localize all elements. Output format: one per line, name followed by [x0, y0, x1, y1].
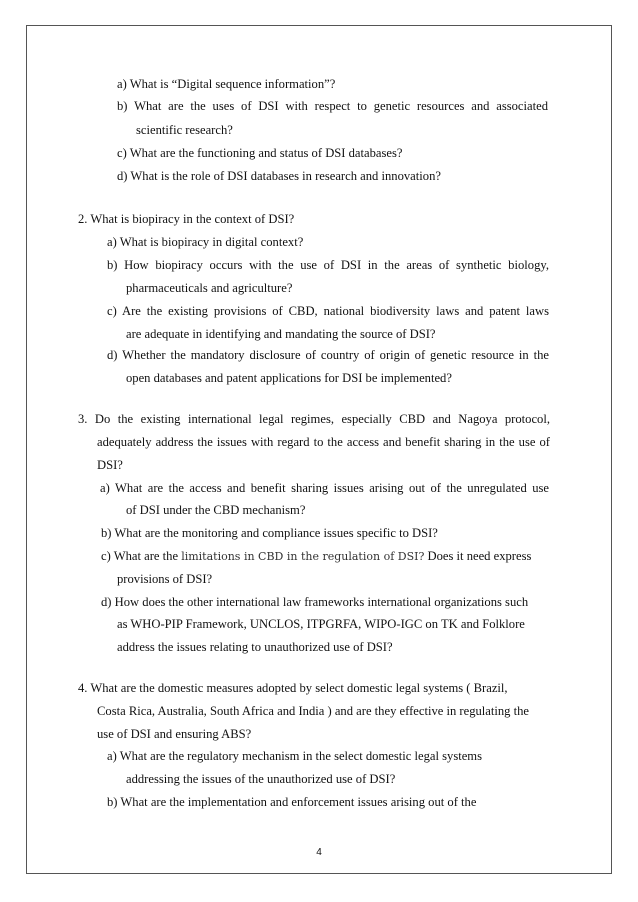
q2-item-b-line1: b) How biopiracy occurs with the use of DSI in the areas of synthetic biology, — [107, 258, 549, 272]
q4-heading-line2: Costa Rica, Australia, South Africa and India ) and are they effective in regulating the — [97, 704, 530, 718]
page-number: 4 — [316, 847, 322, 858]
q1-item-a: a) What is “Digital sequence information”? — [117, 77, 336, 91]
q1-item-b-line1: b) What are the uses of DSI with respect to genetic resources and associated — [117, 99, 548, 113]
q2-item-d-line1: d) Whether the mandatory disclosure of country of origin of genetic resource in the — [107, 348, 549, 362]
q1-item-b-line2: scientific research? — [136, 123, 233, 137]
q3-item-d-line1: d) How does the other international law frameworks international organizations such — [101, 595, 529, 609]
q3-item-c-line2: provisions of DSI? — [117, 572, 213, 586]
q1-item-d: d) What is the role of DSI databases in research and innovation? — [117, 169, 441, 183]
q3-item-c-line1 — [101, 548, 531, 565]
q4-item-a-line1: a) What are the regulatory mechanism in the select domestic legal systems — [107, 749, 483, 763]
q1-item-c: c) What are the functioning and status of DSI databases? — [117, 146, 403, 160]
q3-item-b: b) What are the monitoring and compliance issues specific to DSI? — [101, 526, 438, 540]
q4-item-a-line2: addressing the issues of the unauthorized use of DSI? — [126, 772, 396, 786]
q4-item-b-line1: b) What are the implementation and enforcement issues arising out of the — [107, 795, 477, 809]
q3-heading-line1: 3. Do the existing international legal regimes, especially CBD and Nagoya protocol, — [78, 412, 550, 426]
q3-item-c-part3: Does it need express — [424, 549, 532, 563]
q2-heading: 2. What is biopiracy in the context of DSI? — [78, 212, 295, 226]
q3-item-a-line1: a) What are the access and benefit sharing issues arising out of the unregulated use — [100, 481, 549, 495]
q4-heading-line3: use of DSI and ensuring ABS? — [97, 727, 252, 741]
q4-heading-line1: 4. What are the domestic measures adopted by select domestic legal systems ( Brazil, — [78, 681, 508, 695]
q2-item-c-line2: are adequate in identifying and mandating the source of DSI? — [126, 327, 436, 341]
q2-item-d-line2: open databases and patent applications for DSI be implemented? — [126, 371, 452, 385]
q3-item-d-line3: address the issues relating to unauthorized use of DSI? — [117, 640, 393, 654]
q3-heading-line2: adequately address the issues with regard to the access and benefit sharing in the use of — [97, 435, 550, 449]
q2-item-b-line2: pharmaceuticals and agriculture? — [126, 281, 293, 295]
q3-item-c-highlight: limitations in CBD in the regulation of DSI? — [181, 550, 425, 563]
q2-item-c-line1: c) Are the existing provisions of CBD, national biodiversity laws and patent laws — [107, 304, 549, 318]
q2-item-a: a) What is biopiracy in digital context? — [107, 235, 304, 249]
q3-item-d-line2: as WHO-PIP Framework, UNCLOS, ITPGRFA, WIPO-IGC on TK and Folklore — [117, 617, 525, 631]
q3-item-c-part1: c) What are the — [101, 549, 182, 563]
q3-item-a-line2: of DSI under the CBD mechanism? — [126, 503, 306, 517]
q3-heading-line3: DSI? — [97, 458, 123, 472]
